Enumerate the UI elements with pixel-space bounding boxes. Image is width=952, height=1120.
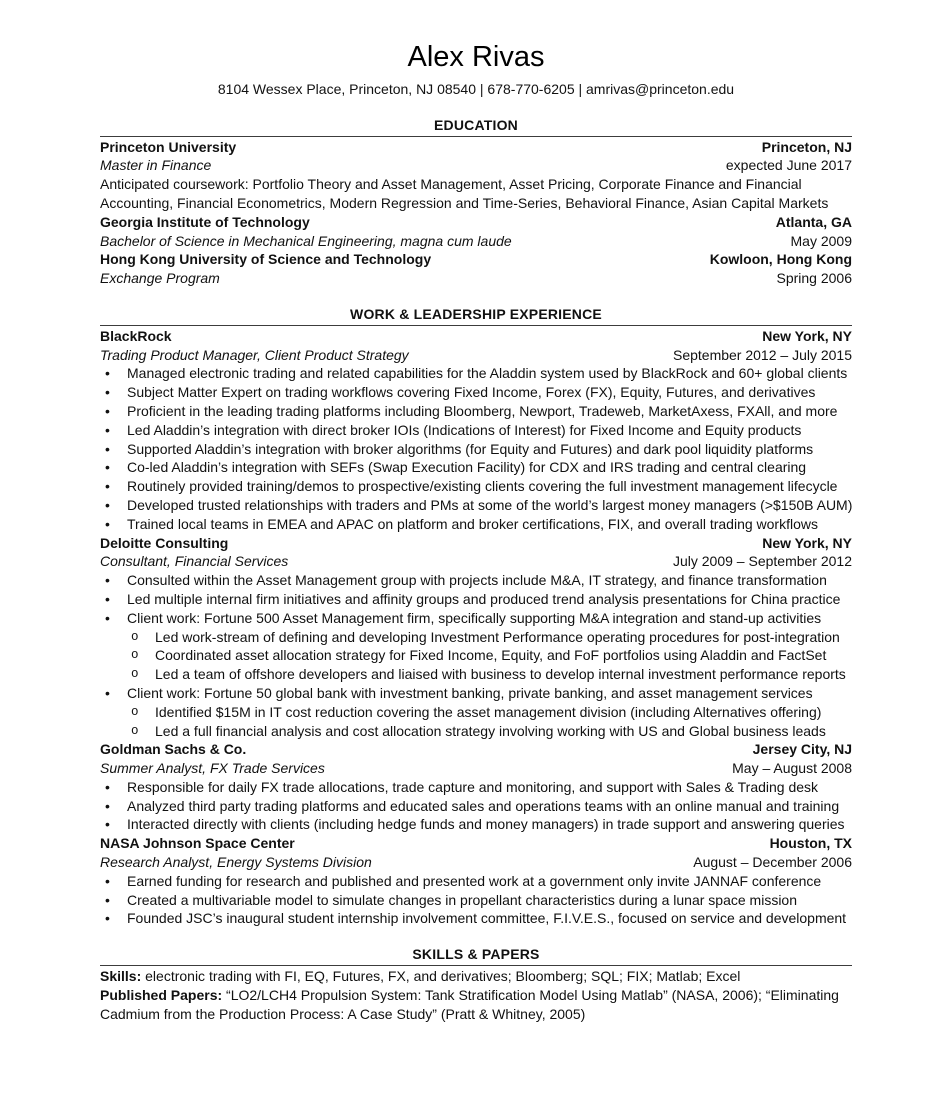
bullet-item [100, 778, 852, 797]
bullet-text: Proficient in the leading trading platforms including Bloomberg, Newport, Tradeweb, MarketAxess, FXAll, and more [127, 402, 838, 419]
sub-bullet-marker: o [131, 723, 139, 738]
bullet-item [100, 440, 852, 459]
bullet-marker: • [105, 459, 110, 476]
sub-bullet-marker: o [131, 667, 139, 682]
bullet-item [100, 609, 852, 628]
bullet-marker: • [105, 515, 110, 532]
bullet-text: Interacted directly with clients (including hedge funds and money managers) in trade support and answering queries [127, 816, 845, 833]
experience-entry [100, 534, 852, 741]
entry-role: Exchange Program [100, 270, 220, 287]
skills-label: Skills: [100, 968, 142, 985]
entry-role-row [100, 552, 852, 571]
bullet-item [100, 571, 852, 590]
entry-header-row [100, 138, 852, 157]
bullet-marker: • [105, 891, 110, 908]
bullet-text: Analyzed third party trading platforms and educated sales and operations teams with an online manual and training [127, 797, 840, 814]
bullet-text: Co-led Aladdin’s integration with SEFs (Swap Execution Facility) for CDX and IRS trading and central clearing [127, 459, 807, 476]
entry-role: Summer Analyst, FX Trade Services [100, 760, 325, 777]
entry-role: Master in Finance [100, 157, 212, 174]
bullet-text: Developed trusted relationships with traders and PMs at some of the world’s largest money managers (>$150B AUM) [127, 496, 853, 513]
bullet-text: Led multiple internal firm initiatives and affinity groups and produced trend analysis presentations for China practice [127, 590, 841, 607]
bullet-item [100, 515, 852, 534]
bullet-marker: • [105, 440, 110, 457]
skills-section [100, 945, 852, 1023]
sub-bullet-item [100, 628, 852, 647]
education-entry [100, 213, 852, 251]
bullet-marker: • [105, 684, 110, 701]
education-entry [100, 138, 852, 213]
bullet-marker: • [105, 778, 110, 795]
bullet-marker: • [105, 797, 110, 814]
experience-section-header [100, 305, 852, 326]
bullet-marker: • [105, 496, 110, 513]
entry-role: Consultant, Financial Services [100, 553, 289, 570]
bullet-item [100, 872, 852, 891]
entry-date: August – December 2006 [693, 854, 852, 871]
bullet-marker: • [105, 816, 110, 833]
education-section-header [100, 116, 852, 137]
experience-entry [100, 327, 852, 534]
bullet-text: Led a team of offshore developers and liaised with business to develop internal investment performance reports [155, 666, 846, 683]
entry-location: New York, NY [762, 534, 852, 551]
published-papers-label: Published Papers: [100, 986, 223, 1003]
entry-org: Georgia Institute of Technology [100, 213, 310, 230]
skills-line [100, 967, 852, 986]
person-name: Alex Rivas [407, 41, 545, 73]
entry-org: NASA Johnson Space Center [100, 835, 295, 852]
entry-org: BlackRock [100, 327, 172, 344]
bullet-text: Client work: Fortune 500 Asset Management firm, specifically supporting M&A integration and stand-up activities [127, 609, 822, 626]
bullet-item [100, 496, 852, 515]
bullet-text: Consulted within the Asset Management group with projects include M&A, IT strategy, and finance transformation [127, 572, 827, 589]
entry-role: Trading Product Manager, Client Product Strategy [100, 346, 409, 363]
bullet-marker: • [105, 402, 110, 419]
bullet-text: Responsible for daily FX trade allocations, trade capture and monitoring, and support with Sales & Trading desk [127, 778, 819, 795]
entry-date: July 2009 – September 2012 [672, 553, 852, 570]
entry-date: May – August 2008 [732, 760, 852, 777]
bullet-text: Identified $15M in IT cost reduction covering the asset management division (including Alternatives offering) [155, 703, 822, 720]
bullet-marker: • [105, 478, 110, 495]
bullet-item [100, 797, 852, 816]
experience-entry [100, 834, 852, 928]
bullet-item [100, 402, 852, 421]
entry-org: Deloitte Consulting [100, 534, 229, 551]
entry-location: Houston, TX [769, 835, 852, 852]
bullet-item [100, 421, 852, 440]
entry-date: expected June 2017 [725, 157, 852, 174]
bullet-marker: • [105, 384, 110, 401]
entry-location: New York, NY [762, 327, 852, 344]
education-entry [100, 250, 852, 288]
bullet-text: Led a full financial analysis and cost allocation strategy involving working with US and Global business leads [155, 722, 826, 739]
entry-date: September 2012 – July 2015 [672, 346, 852, 363]
bullet-text: Coordinated asset allocation strategy for Fixed Income, Equity, and FoF portfolios using Aladdin and FactSet [155, 647, 827, 664]
entry-location: Princeton, NJ [761, 138, 852, 155]
bullet-item [100, 590, 852, 609]
entry-role-row [100, 269, 852, 288]
entry-header-row [100, 327, 852, 346]
entry-role-row [100, 759, 852, 778]
entry-date: May 2009 [790, 232, 852, 249]
bullet-item [100, 383, 852, 402]
bullet-item [100, 815, 852, 834]
coursework-note: Anticipated coursework: Portfolio Theory and Asset Management, Asset Pricing, Corporate Finance and Financial Accounting, Financial Econometrics, Modern Regression and Time-Series, Behavioral Finance, Asian Capital Markets [100, 176, 829, 211]
entry-header-row [100, 213, 852, 232]
entry-header-row [100, 250, 852, 269]
sub-bullet-marker: o [131, 648, 139, 663]
sub-bullet-item [100, 646, 852, 665]
entry-org: Princeton University [100, 138, 237, 155]
experience-entry [100, 740, 852, 834]
entry-role-row [100, 232, 852, 251]
entry-header-row [100, 534, 852, 553]
bullet-item [100, 458, 852, 477]
bullet-marker: • [105, 910, 110, 927]
sub-bullet-marker: o [131, 629, 139, 644]
bullet-marker: • [105, 365, 110, 382]
bullet-marker: • [105, 872, 110, 889]
entry-location: Kowloon, Hong Kong [709, 251, 852, 268]
bullet-marker: • [105, 590, 110, 607]
bullet-marker: • [105, 572, 110, 589]
sub-bullet-item [100, 703, 852, 722]
entry-location: Jersey City, NJ [752, 741, 852, 758]
bullet-item [100, 684, 852, 703]
bullet-item [100, 891, 852, 910]
entry-role: Research Analyst, Energy Systems Division [100, 854, 372, 871]
bullet-text: Created a multivariable model to simulate changes in propellant characteristics during a lunar space mission [127, 891, 798, 908]
bullet-item [100, 477, 852, 496]
published-papers-text: “LO2/LCH4 Propulsion System: Tank Stratification Model Using Matlab” (NASA, 2006); “Eliminating Cadmium from the Production Process: A Case Study” (Pratt & Whitney, 2005) [100, 986, 839, 1022]
sub-bullet-marker: o [131, 704, 139, 719]
entry-date: Spring 2006 [776, 270, 852, 287]
experience-section [100, 305, 852, 928]
entry-role-row [100, 156, 852, 175]
bullet-text: Routinely provided training/demos to prospective/existing clients covering the full investment management lifecycle [127, 478, 838, 495]
skills-text: electronic trading with FI, EQ, Futures, FX, and derivatives; Bloomberg; SQL; FIX; Matlab; Excel [145, 968, 741, 985]
bullet-item [100, 909, 852, 928]
sub-bullet-item [100, 722, 852, 741]
bullet-text: Led Aladdin’s integration with direct broker IOIs (Indications of Interest) for Fixed Income and Equity products [127, 421, 802, 438]
bullet-text: Trained local teams in EMEA and APAC on platform and broker certifications, FIX, and overall trading workflows [127, 515, 818, 532]
education-section [100, 116, 852, 288]
bullet-text: Client work: Fortune 50 global bank with investment banking, private banking, and asset management services [127, 684, 813, 701]
section-title-education: EDUCATION [434, 116, 518, 133]
entry-org: Hong Kong University of Science and Technology [100, 251, 432, 268]
bullet-text: Subject Matter Expert on trading workflows covering Fixed Income, Forex (FX), Equity, Futures, and derivatives [127, 384, 816, 401]
sub-bullet-item [100, 665, 852, 684]
entry-role-row [100, 853, 852, 872]
bullet-item [100, 364, 852, 383]
bullet-text: Managed electronic trading and related capabilities for the Aladdin system used by BlackRock and 60+ global clients [127, 365, 848, 382]
bullet-marker: • [105, 421, 110, 438]
section-title-experience: WORK & LEADERSHIP EXPERIENCE [350, 305, 602, 322]
entry-location: Atlanta, GA [775, 213, 852, 230]
section-title-skills: SKILLS & PAPERS [412, 946, 540, 963]
entry-header-row [100, 740, 852, 759]
entry-role-row [100, 346, 852, 365]
skills-section-header [100, 945, 852, 966]
published-papers-line [100, 986, 852, 1024]
bullet-text: Led work-stream of defining and developing Investment Performance operating procedures for post-integration [155, 628, 840, 645]
entry-header-row [100, 834, 852, 853]
entry-org: Goldman Sachs & Co. [100, 741, 247, 758]
bullet-marker: • [105, 609, 110, 626]
bullet-text: Earned funding for research and published and presented work at a government only invite JANNAF conference [127, 872, 822, 889]
bullet-text: Supported Aladdin’s integration with broker algorithms (for Equity and Futures) and dark pool liquidity platforms [127, 440, 814, 457]
bullet-text: Founded JSC’s inaugural student internship involvement committee, F.I.V.E.S., focused on service and development [127, 910, 847, 927]
entry-role: Bachelor of Science in Mechanical Engineering, magna cum laude [100, 232, 512, 249]
contact-info: 8104 Wessex Place, Princeton, NJ 08540 | 678-770-6205 | amrivas@princeton.edu [217, 81, 735, 97]
